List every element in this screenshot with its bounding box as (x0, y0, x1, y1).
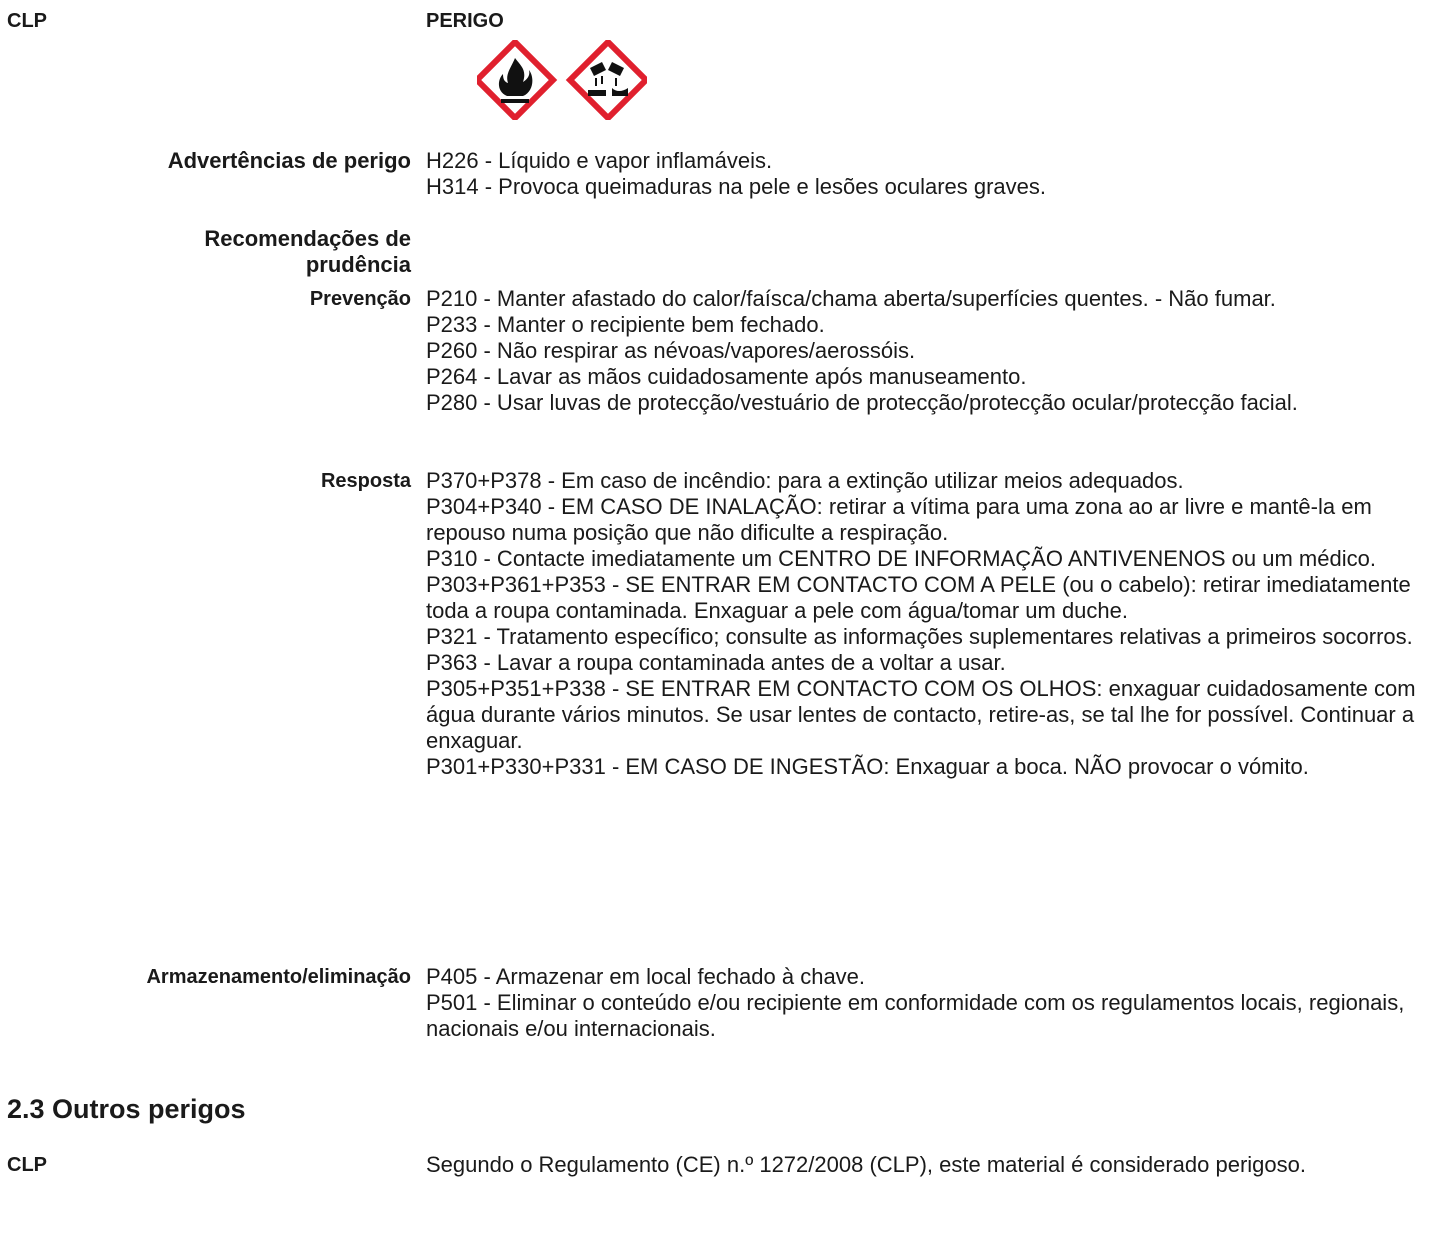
precautionary-label: Recomendações de prudência (204, 226, 411, 277)
list-item: P305+P351+P338 - SE ENTRAR EM CONTACTO COM OS OLHOS: enxaguar cuidadosamente com água durante vários minutos. Se usar lentes de contacto, retire-as, se tal lhe for possível. Continuar a enxaguar. (426, 676, 1416, 753)
list-item: P303+P361+P353 - SE ENTRAR EM CONTACTO COM A PELE (ou o cabelo): retirar imediatamente toda a roupa contaminada. Enxaguar a pele com água/tomar um duche. (426, 572, 1411, 623)
hazard-statements-label: Advertências de perigo (167, 148, 411, 173)
prevention-list (426, 286, 1416, 416)
list-item: H226 - Líquido e vapor inflamáveis. (426, 148, 773, 173)
list-item: P501 - Eliminar o conteúdo e/ou recipiente em conformidade com os regulamentos locais, regionais, nacionais e/ou internacionais. (426, 990, 1405, 1041)
list-item: P363 - Lavar a roupa contaminada antes de a voltar a usar. (426, 650, 1006, 675)
list-item: P304+P340 - EM CASO DE INALAÇÃO: retirar a vítima para uma zona ao ar livre e mantê-la em repouso numa posição que não dificulte a respiração. (426, 494, 1372, 545)
list-item: P233 - Manter o recipiente bem fechado. (426, 312, 825, 337)
list-item: P264 - Lavar as mãos cuidadosamente após manuseamento. (426, 364, 1027, 389)
other-hazards-clp-label: CLP (7, 1154, 47, 1176)
ghs-pictograms (477, 40, 647, 120)
response-list (426, 468, 1416, 780)
list-item: P301+P330+P331 - EM CASO DE INGESTÃO: Enxaguar a boca. NÃO provocar o vómito. (426, 754, 1309, 779)
list-item: P260 - Não respirar as névoas/vapores/aerossóis. (426, 338, 916, 363)
list-item: H314 - Provoca queimaduras na pele e lesões oculares graves. (426, 174, 1047, 199)
hazard-statements-list (426, 148, 1416, 200)
storage-label: Armazenamento/eliminação (146, 966, 411, 988)
list-item: P405 - Armazenar em local fechado à chave. (426, 964, 866, 989)
clp-header: CLP (7, 10, 47, 32)
signal-word: PERIGO (426, 10, 504, 32)
list-item: P370+P378 - Em caso de incêndio: para a extinção utilizar meios adequados. (426, 468, 1184, 493)
list-item: P210 - Manter afastado do calor/faísca/chama aberta/superfícies quentes. - Não fumar. (426, 286, 1276, 311)
list-item: P321 - Tratamento específico; consulte as informações suplementares relativas a primeiros socorros. (426, 624, 1413, 649)
section-title-other-hazards: 2.3 Outros perigos (7, 1094, 246, 1124)
prevention-label: Prevenção (309, 288, 411, 310)
other-hazards-text: Segundo o Regulamento (CE) n.º 1272/2008 (CLP), este material é considerado perigoso. (426, 1152, 1306, 1177)
list-item: P310 - Contacte imediatamente um CENTRO DE INFORMAÇÃO ANTIVENENOS ou um médico. (426, 546, 1376, 571)
list-item: P280 - Usar luvas de protecção/vestuário de protecção/protecção ocular/protecção facial. (426, 390, 1298, 415)
storage-list (426, 964, 1416, 1042)
corrosion-hazard-icon (570, 42, 646, 118)
flame-hazard-icon (477, 42, 553, 118)
response-label: Resposta (320, 470, 411, 492)
